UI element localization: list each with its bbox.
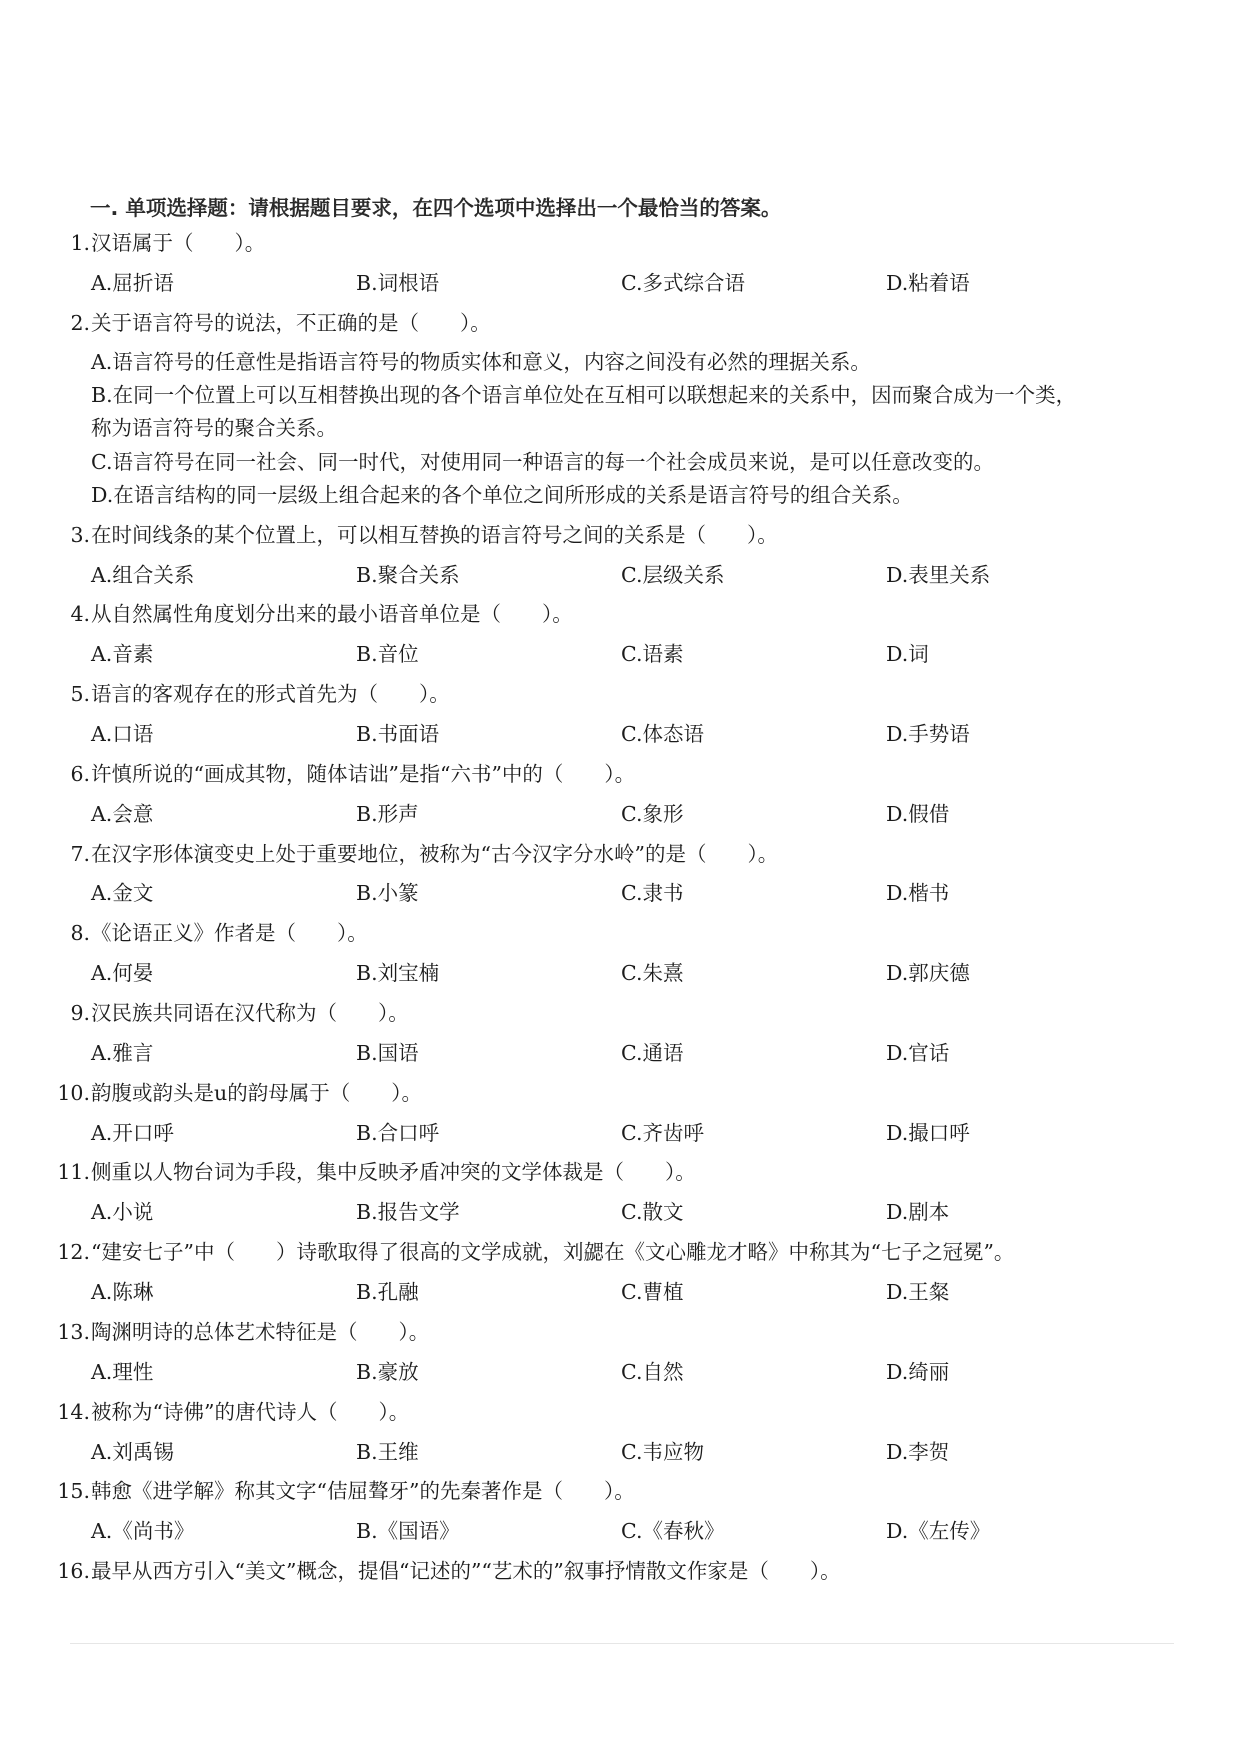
page-divider bbox=[70, 1643, 1174, 1644]
question-stem: 被称为“诗佛”的唐代诗人（ ）。 bbox=[91, 1400, 410, 1424]
options-row bbox=[0, 270, 1240, 296]
question-number: 16. bbox=[57, 1559, 90, 1583]
question-number: 3. bbox=[70, 523, 90, 547]
question-stem: 《论语正义》作者是（ ）。 bbox=[91, 921, 368, 945]
options-row bbox=[0, 801, 1240, 827]
option-a: A.口语 bbox=[91, 722, 154, 746]
question-stem: 语言的客观存在的形式首先为（ ）。 bbox=[91, 682, 450, 706]
option-c: C.体态语 bbox=[621, 722, 704, 746]
option-b: B.小篆 bbox=[356, 881, 419, 905]
option-d: D.词 bbox=[886, 642, 929, 666]
option-a: A.音素 bbox=[91, 642, 154, 666]
option-d: D.假借 bbox=[886, 802, 950, 826]
option-b: B.刘宝楠 bbox=[356, 961, 440, 985]
option-c: C.层级关系 bbox=[621, 563, 725, 587]
options-row bbox=[0, 1279, 1240, 1305]
option-c: C.隶书 bbox=[621, 881, 684, 905]
option-c: C.语言符号在同一社会、同一时代，对使用同一种语言的每一个社会成员来说，是可以任意改变的。 bbox=[91, 450, 994, 474]
question-number: 2. bbox=[70, 311, 90, 335]
question-number: 8. bbox=[70, 921, 90, 945]
option-b: B.书面语 bbox=[356, 722, 440, 746]
question-number: 6. bbox=[70, 762, 90, 786]
option-a: A.理性 bbox=[91, 1360, 154, 1384]
option-b: B.词根语 bbox=[356, 271, 440, 295]
question-number: 1. bbox=[70, 231, 90, 255]
option-c: C.散文 bbox=[621, 1200, 684, 1224]
option-b: B.孔融 bbox=[356, 1280, 419, 1304]
option-c: C.象形 bbox=[621, 802, 684, 826]
option-d: D.《左传》 bbox=[886, 1519, 991, 1543]
option-d: D.绮丽 bbox=[886, 1360, 950, 1384]
option-d: D.剧本 bbox=[886, 1200, 950, 1224]
option-d: D.楷书 bbox=[886, 881, 950, 905]
options-row bbox=[0, 1040, 1240, 1066]
question-stem: “建安七子”中（ ）诗歌取得了很高的文学成就，刘勰在《文心雕龙才略》中称其为“七子之冠冕”。 bbox=[91, 1240, 1015, 1264]
options-row bbox=[0, 1439, 1240, 1465]
question-stem: 韩愈《进学解》称其文字“佶屈聱牙”的先秦著作是（ ）。 bbox=[91, 1479, 635, 1503]
options-row bbox=[0, 1359, 1240, 1385]
option-b: B.合口呼 bbox=[356, 1121, 440, 1145]
option-c: C.齐齿呼 bbox=[621, 1121, 704, 1145]
option-b: B.聚合关系 bbox=[356, 563, 460, 587]
question-stem: 在时间线条的某个位置上，可以相互替换的语言符号之间的关系是（ ）。 bbox=[91, 523, 778, 547]
option-c: C.多式综合语 bbox=[621, 271, 745, 295]
question-number: 10. bbox=[57, 1081, 90, 1105]
options-row bbox=[0, 1120, 1240, 1146]
option-c: C.《春秋》 bbox=[621, 1519, 725, 1543]
options-row bbox=[0, 880, 1240, 906]
option-b: B.豪放 bbox=[356, 1360, 419, 1384]
option-c: C.语素 bbox=[621, 642, 684, 666]
option-a: A.何晏 bbox=[91, 961, 154, 985]
question-number: 14. bbox=[57, 1400, 90, 1424]
option-a: A.会意 bbox=[91, 802, 154, 826]
option-d: D.手势语 bbox=[886, 722, 970, 746]
question-stem: 汉语属于（ ）。 bbox=[91, 231, 266, 255]
question-number: 7. bbox=[70, 842, 90, 866]
option-b: B.国语 bbox=[356, 1041, 419, 1065]
option-a: A.开口呼 bbox=[91, 1121, 174, 1145]
options-row bbox=[0, 1518, 1240, 1544]
question-number: 15. bbox=[57, 1479, 90, 1503]
option-a: A.雅言 bbox=[91, 1041, 154, 1065]
option-b: B.形声 bbox=[356, 802, 419, 826]
option-a: A.金文 bbox=[91, 881, 154, 905]
question-stem: 许慎所说的“画成其物，随体诘诎”是指“六书”中的（ ）。 bbox=[91, 762, 636, 786]
options-row bbox=[0, 960, 1240, 986]
options-row bbox=[0, 641, 1240, 667]
option-d: D.撮口呼 bbox=[886, 1121, 970, 1145]
option-c: C.自然 bbox=[621, 1360, 684, 1384]
option-a: A.《尚书》 bbox=[91, 1519, 195, 1543]
question-stem: 关于语言符号的说法，不正确的是（ ）。 bbox=[91, 311, 491, 335]
option-c: C.通语 bbox=[621, 1041, 684, 1065]
option-c: C.韦应物 bbox=[621, 1440, 704, 1464]
option-a: A.刘禹锡 bbox=[91, 1440, 174, 1464]
option-d: D.表里关系 bbox=[886, 563, 991, 587]
options-row bbox=[0, 1199, 1240, 1225]
option-b: B.《国语》 bbox=[356, 1519, 460, 1543]
question-number: 13. bbox=[57, 1320, 90, 1344]
option-b: B.音位 bbox=[356, 642, 419, 666]
section-title: 一. 单项选择题：请根据题目要求，在四个选项中选择出一个最恰当的答案。 bbox=[90, 196, 782, 220]
question-number: 11. bbox=[57, 1160, 90, 1184]
option-d: D.王粲 bbox=[886, 1280, 950, 1304]
option-d: D.官话 bbox=[886, 1041, 950, 1065]
question-number: 5. bbox=[70, 682, 90, 706]
question-stem: 侧重以人物台词为手段，集中反映矛盾冲突的文学体裁是（ ）。 bbox=[91, 1160, 696, 1184]
question-stem: 在汉字形体演变史上处于重要地位，被称为“古今汉字分水岭”的是（ ）。 bbox=[91, 842, 779, 866]
question-stem: 陶渊明诗的总体艺术特征是（ ）。 bbox=[91, 1320, 430, 1344]
option-b-continued: 称为语言符号的聚合关系。 bbox=[91, 416, 337, 440]
question-stem: 韵腹或韵头是u的韵母属于（ ）。 bbox=[91, 1081, 422, 1105]
option-a: A.组合关系 bbox=[91, 563, 195, 587]
option-a: A.屈折语 bbox=[91, 271, 174, 295]
option-b: B.报告文学 bbox=[356, 1200, 460, 1224]
question-number: 4. bbox=[70, 602, 90, 626]
option-b: B.在同一个位置上可以互相替换出现的各个语言单位处在互相可以联想起来的关系中，因而聚合成为一个类， bbox=[91, 383, 1077, 407]
option-d: D.郭庆德 bbox=[886, 961, 970, 985]
option-b: B.王维 bbox=[356, 1440, 419, 1464]
option-c: C.朱熹 bbox=[621, 961, 684, 985]
option-c: C.曹植 bbox=[621, 1280, 684, 1304]
option-a: A.陈琳 bbox=[91, 1280, 154, 1304]
question-number: 9. bbox=[70, 1001, 90, 1025]
options-row bbox=[0, 562, 1240, 588]
option-d: D.李贺 bbox=[886, 1440, 950, 1464]
option-d: D.粘着语 bbox=[886, 271, 970, 295]
option-a: A.小说 bbox=[91, 1200, 154, 1224]
options-row bbox=[0, 721, 1240, 747]
question-stem: 汉民族共同语在汉代称为（ ）。 bbox=[91, 1001, 409, 1025]
option-a: A.语言符号的任意性是指语言符号的物质实体和意义，内容之间没有必然的理据关系。 bbox=[91, 350, 871, 374]
question-stem: 从自然属性角度划分出来的最小语音单位是（ ）。 bbox=[91, 602, 573, 626]
option-d: D.在语言结构的同一层级上组合起来的各个单位之间所形成的关系是语言符号的组合关系。 bbox=[91, 483, 913, 507]
question-number: 12. bbox=[57, 1240, 90, 1264]
question-stem: 最早从西方引入“美文”概念，提倡“记述的”“艺术的”叙事抒情散文作家是（ ）。 bbox=[91, 1559, 841, 1583]
